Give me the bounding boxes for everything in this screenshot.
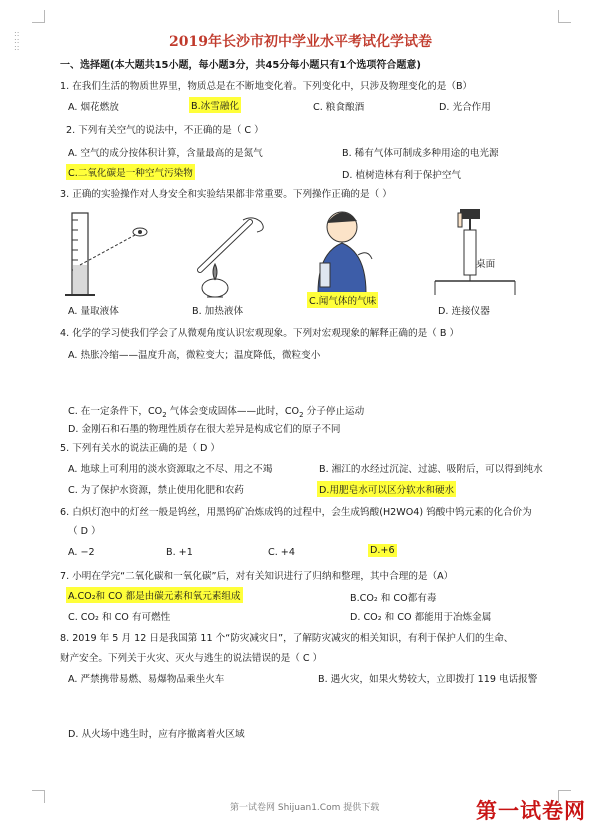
- question-7-stem: 7. 小明在学完“二氧化碳和一氧化碳”后，对有关知识进行了归纳和整理，其中合理的是（A）: [60, 571, 454, 582]
- question-6-stem-line2: （ D ）: [68, 526, 101, 537]
- question-8-stem-line1: 8. 2019 年 5 月 12 日是我国第 11 个“防灾减灾日”，了解防灾减灾的相关知识，有利于保护人们的生命、: [60, 633, 514, 644]
- question-6-option-a: A. −2: [68, 547, 95, 558]
- question-3-option-c: C.闻气体的气味: [307, 292, 378, 308]
- question-2-stem: 2. 下列有关空气的说法中，不正确的是（ C ）: [66, 125, 264, 136]
- question-8-stem-line2: 财产安全。下列关于火灾、灭火与逃生的说法错误的是（ C ）: [60, 653, 323, 664]
- section-heading: 一、选择题(本大题共15小题，每小题3分，共45分每小题只有1个选项符合题意): [60, 60, 421, 71]
- question-2-option-b: B. 稀有气体可制成多种用途的电光源: [342, 148, 499, 159]
- question-2-option-a: A. 空气的成分按体积计算，含量最高的是氮气: [68, 148, 263, 159]
- question-2-option-d: D. 植树造林有利于保护空气: [342, 170, 462, 181]
- question-3-option-d: D. 连接仪器: [438, 306, 490, 317]
- corner-mark-bottom-left: [32, 790, 45, 803]
- site-brand-logo: 第一试卷网: [476, 798, 586, 823]
- question-1-option-a: A. 烟花燃放: [68, 102, 119, 113]
- figure-measuring-liquid: [60, 205, 160, 300]
- figure-heating-liquid: [185, 210, 275, 300]
- figure-smelling-gas: [300, 205, 390, 295]
- question-7-option-a: A.CO₂和 CO 都是由碳元素和氧元素组成: [66, 587, 243, 603]
- question-6-option-b: B. +1: [166, 547, 193, 558]
- question-5-stem: 5. 下列有关水的说法正确的是（ D ）: [60, 443, 221, 454]
- desk-label: 桌面: [476, 259, 496, 270]
- question-1-option-b: B.冰雪融化: [189, 97, 241, 113]
- question-3-option-b: B. 加热液体: [192, 306, 244, 317]
- question-7-option-c: C. CO₂ 和 CO 有可燃性: [68, 612, 171, 623]
- question-5-option-c: C. 为了保护水资源，禁止使用化肥和农药: [68, 485, 244, 496]
- question-3-option-a: A. 量取液体: [68, 306, 119, 317]
- question-4-option-d: D. 金刚石和石墨的物理性质存在很大差异是构成它们的原子不同: [68, 424, 341, 435]
- question-1-option-c: C. 粮食酿酒: [313, 102, 365, 113]
- corner-mark-top-left: [32, 10, 45, 23]
- question-5-option-b: B. 湘江的水经过沉淀、过滤、吸附后，可以得到纯水: [319, 464, 543, 475]
- question-5-option-a: A. 地球上可利用的淡水资源取之不尽、用之不竭: [68, 464, 273, 475]
- question-2-option-c: C.二氧化碳是一种空气污染物: [66, 164, 195, 180]
- question-5-option-d: D.用肥皂水可以区分软水和硬水: [317, 481, 456, 497]
- question-8-option-a: A. 严禁携带易燃、易爆物品乘坐火车: [68, 674, 225, 685]
- question-3-stem: 3. 正确的实验操作对人身安全和实验结果都非常重要。下列操作正确的是（ ）: [60, 189, 392, 200]
- question-1-stem: 1. 在我们生活的物质世界里，物质总是在不断地变化着。下列变化中，只涉及物理变化的是（B）: [60, 81, 473, 92]
- question-4-option-a: A. 热胀冷缩——温度升高，微粒变大；温度降低，微粒变小: [68, 350, 321, 361]
- question-7-option-b: B.CO₂ 和 CO都有毒: [350, 593, 437, 604]
- question-8-option-b: B. 遇火灾，如果火势较大，立即拨打 119 电话报警: [318, 674, 538, 685]
- question-1-option-d: D. 光合作用: [439, 102, 491, 113]
- footer-source: 第一试卷网 Shijuan1.Com 提供下载: [230, 803, 380, 813]
- corner-mark-top-right: [558, 10, 571, 23]
- question-6-stem-line1: 6. 白炽灯泡中的灯丝一般是钨丝，用黑钨矿冶炼成钨的过程中，会生成钨酸(H2WO4) 钨酸中钨元素的化合价为: [60, 507, 532, 518]
- question-6-option-c: C. +4: [268, 547, 295, 558]
- question-7-option-d: D. CO₂ 和 CO 都能用于冶炼金属: [350, 612, 492, 623]
- margin-dots: :: :: ::: [14, 29, 20, 52]
- question-4-option-c: C. 在一定条件下，$CO_2$ 气体会变成固体——此时，$CO_2$ 分子停止运动: [68, 406, 365, 419]
- page-title: 2019年长沙市初中学业水平考试化学试卷: [169, 34, 432, 50]
- figure-connecting-apparatus: [430, 205, 520, 300]
- question-6-option-d: D.+6: [370, 545, 395, 556]
- question-8-option-d: D. 从火场中逃生时，应有序撤离着火区域: [68, 729, 245, 740]
- question-4-stem: 4. 化学的学习使我们学会了从微观角度认识宏观现象。下列对宏观现象的解释正确的是（ B ）: [60, 328, 460, 339]
